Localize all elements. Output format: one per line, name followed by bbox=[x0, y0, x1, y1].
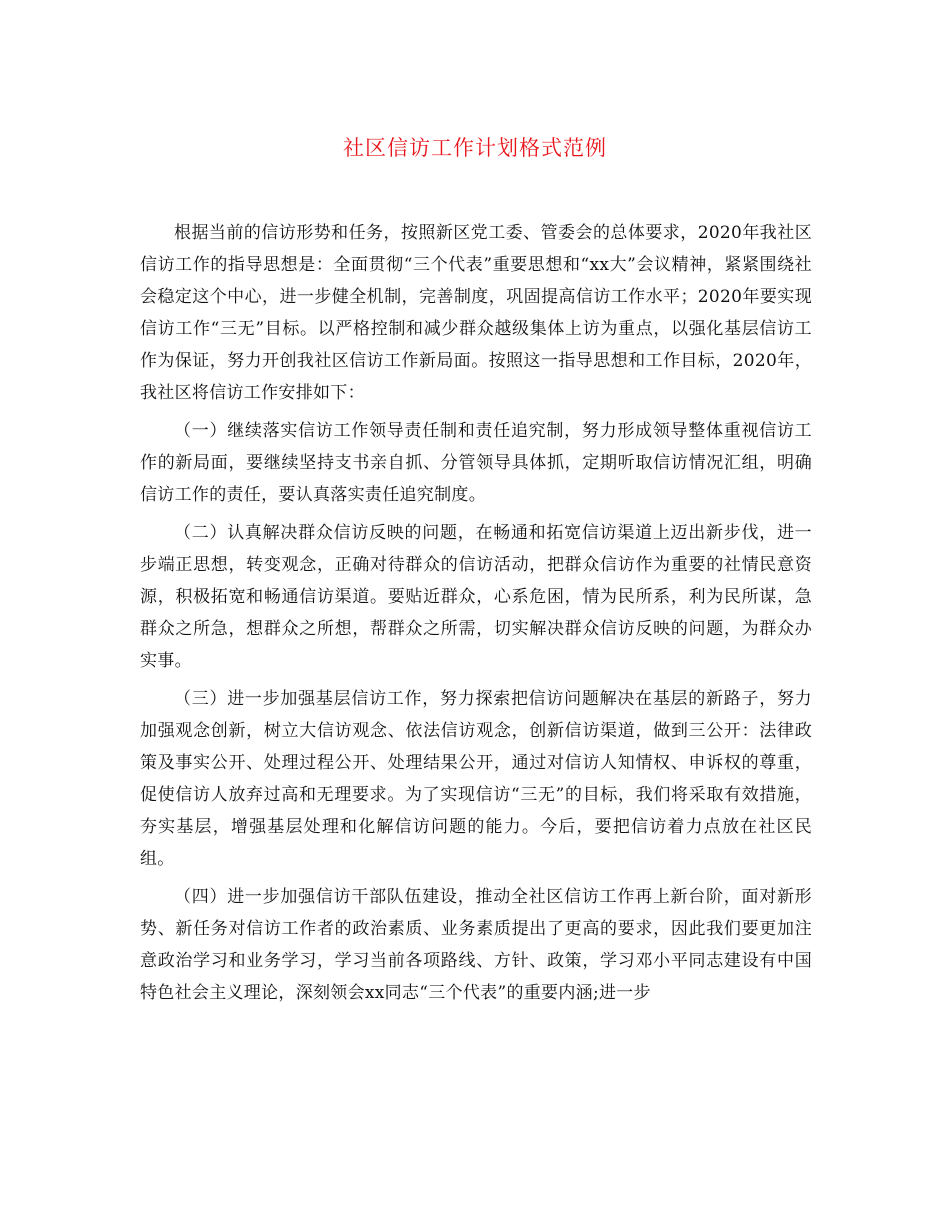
document-title: 社区信访工作计划格式范例 bbox=[343, 136, 607, 160]
paragraph-intro: 根据当前的信访形势和任务，按照新区党工委、管委会的总体要求，2020年我社区信访工作的指导思想是：全面贯彻“三个代表”重要思想和“xx大”会议精神，紧紧围绕社会稳定这个中心，进一步健全机制，完善制度，巩固提高信访工作水平；2020年要实现信访工作“三无”目标。以严格控制和减少群众越级集体上访为重点，以强化基层信访工作为保证，努力开创我社区信访工作新局面。按照这一指导思想和工作目标，2020年，我社区将信访工作安排如下： bbox=[140, 223, 812, 403]
paragraph-section-3: （三）进一步加强基层信访工作，努力探索把信访问题解决在基层的新路子，努力加强观念创新，树立大信访观念、依法信访观念，创新信访渠道，做到三公开：法律政策及事实公开、处理过程公开、处理结果公开，通过对信访人知情权、申诉权的尊重，促使信访人放弃过高和无理要求。为了实现信访“三无”的目标，我们将采取有效措施，夯实基层，增强基层处理和化解信访问题的能力。今后，要把信访着力点放在社区民组。 bbox=[140, 689, 812, 869]
paragraph-section-2: （二）认真解决群众信访反映的问题，在畅通和拓宽信访渠道上迈出新步伐，进一步端正思想，转变观念，正确对待群众的信访活动，把群众信访作为重要的社情民意资源，积极拓宽和畅通信访渠道。要贴近群众，心系危困，情为民所系，利为民所谋，急群众之所急，想群众之所想，帮群众之所需，切实解决群众信访反映的问题，为群众办实事。 bbox=[140, 523, 812, 671]
paragraph-section-1: （一）继续落实信访工作领导责任制和责任追究制，努力形成领导整体重视信访工作的新局面，要继续坚持支书亲自抓、分管领导具体抓，定期听取信访情况汇组，明确信访工作的责任，要认真落实责任追究制度。 bbox=[140, 421, 812, 505]
document-body bbox=[140, 217, 812, 1015]
paragraph-section-4: （四）进一步加强信访干部队伍建设，推动全社区信访工作再上新台阶，面对新形势、新任务对信访工作者的政治素质、业务素质提出了更高的要求，因此我们要更加注意政治学习和业务学习，学习当前各项路线、方针、政策，学习邓小平同志建设有中国特色社会主义理论，深刻领会xx同志“三个代表”的重要内涵;进一步 bbox=[140, 887, 812, 1003]
